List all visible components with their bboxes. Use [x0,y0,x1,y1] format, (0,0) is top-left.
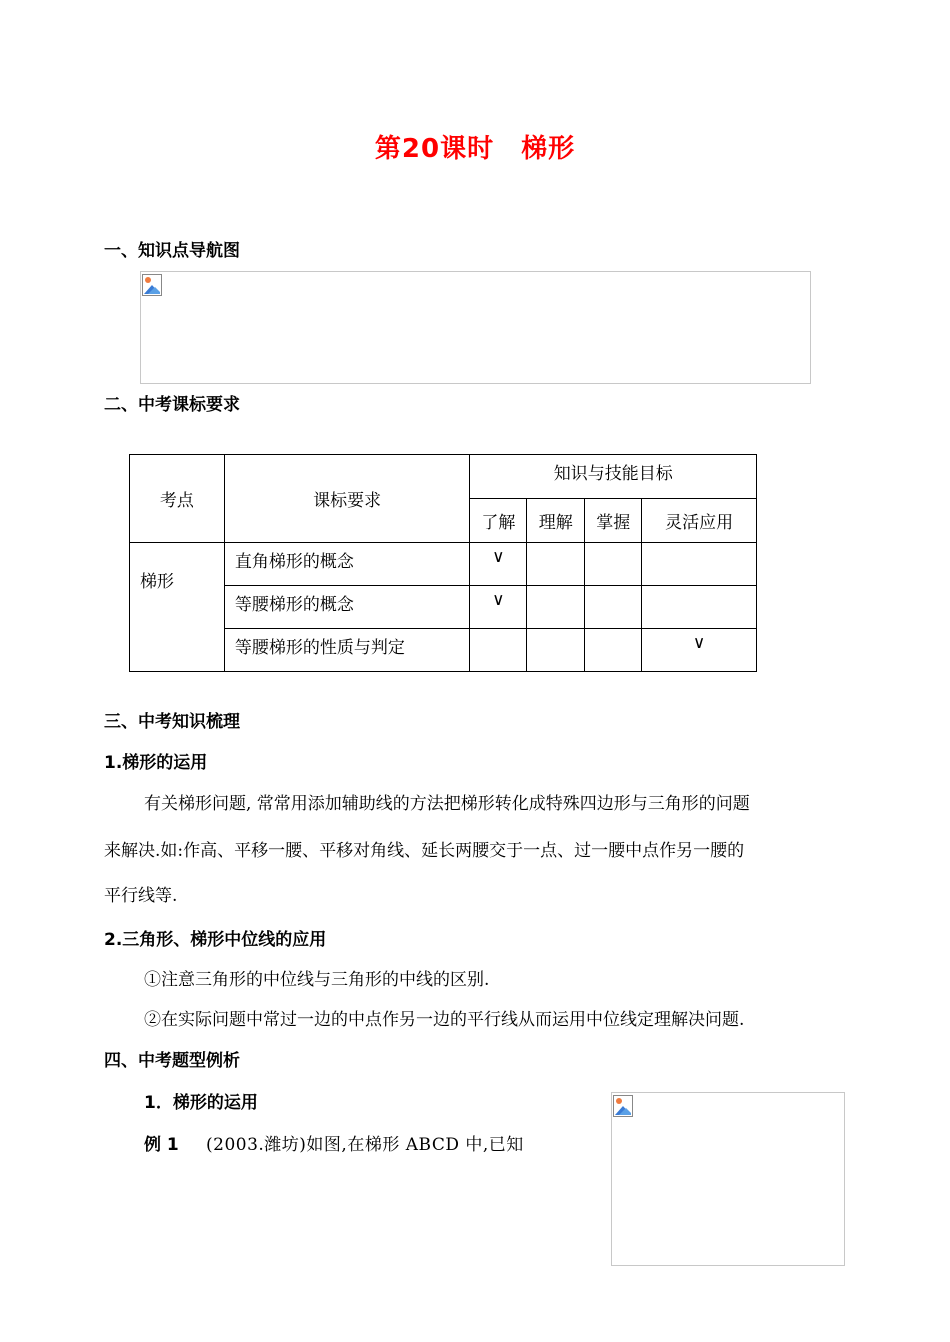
mark-cell [585,586,642,629]
mark-cell [527,543,585,586]
req-row-1: 直角梯形的概念 [224,543,470,586]
mark-cell [585,629,642,672]
knowledge-heading-2: 2.三角形、梯形中位线的应用 [104,930,327,950]
mark-cell: ∨ [470,586,527,629]
mark-cell: ∨ [470,543,527,586]
req-row-3: 等腰梯形的性质与判定 [224,629,470,672]
broken-image-icon [142,274,162,296]
topic-cell: 梯形 [130,543,225,672]
paragraph-line: 来解决.如:作高、平移一腰、平移对角线、延长两腰交于一点、过一腰中点作另一腰的 [104,841,745,861]
level-comprehend: 理解 [527,499,585,543]
mark-cell [470,629,527,672]
mark-cell [642,586,757,629]
header-point: 考点 [130,455,225,543]
example-label: 例 1 [144,1135,179,1155]
header-goal: 知识与技能目标 [470,455,757,499]
section-heading-4: 四、中考题型例析 [104,1051,240,1071]
example-subheading: 1．梯形的运用 [144,1093,258,1113]
example-figure-image [611,1092,845,1266]
list-item: ①注意三角形的中位线与三角形的中线的区别. [144,970,490,990]
paragraph-line: 平行线等. [104,886,178,906]
example-text: (2003.潍坊)如图,在梯形 ABCD 中,已知 [206,1135,524,1155]
section-heading-1: 一、知识点导航图 [104,241,240,261]
paragraph-line: 有关梯形问题, 常常用添加辅助线的方法把梯形转化成特殊四边形与三角形的问题 [144,794,750,814]
mark-cell [642,543,757,586]
level-understand: 了解 [470,499,527,543]
mark-cell: ∨ [642,629,757,672]
section-heading-3: 三、中考知识梳理 [104,712,240,732]
broken-image-icon [613,1095,633,1117]
page-title: 第20课时 梯形 [374,134,576,164]
section-heading-2: 二、中考课标要求 [104,395,240,415]
knowledge-heading-1: 1.梯形的运用 [104,753,208,773]
header-requirement: 课标要求 [224,455,470,543]
mark-cell [527,629,585,672]
curriculum-requirements-table [129,454,757,672]
level-apply: 灵活应用 [642,499,757,543]
req-row-2: 等腰梯形的概念 [224,586,470,629]
mark-cell [527,586,585,629]
knowledge-map-image [140,271,811,384]
level-master: 掌握 [585,499,642,543]
mark-cell [585,543,642,586]
list-item: ②在实际问题中常过一边的中点作另一边的平行线从而运用中位线定理解决问题. [144,1010,745,1030]
